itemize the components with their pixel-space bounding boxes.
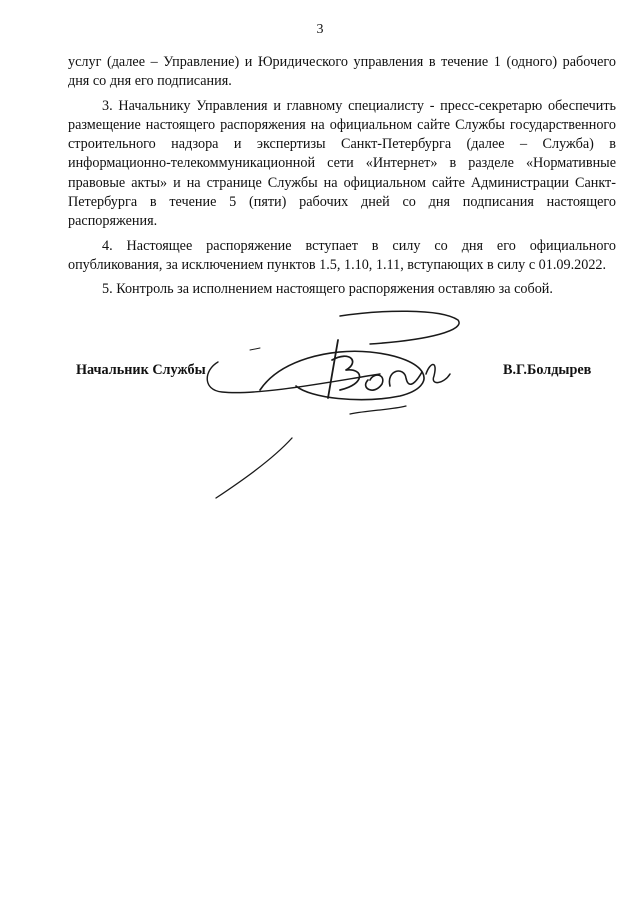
handwritten-signature xyxy=(200,300,470,510)
signatory-name: В.Г.Болдырев xyxy=(503,362,592,378)
paragraph-item-4: 4. Настоящее распоряжение вступает в силу со дня его официального опубликования, за исключением пунктов 1.5, 1.10, 1.11, вступающих в силу с 01.09.2022. xyxy=(68,237,616,273)
page-number: 3 xyxy=(316,22,324,37)
document-body xyxy=(68,53,616,305)
paragraph-item-3: 3. Начальнику Управления и главному специалисту - пресс-секретарю обеспечить размещение настоящего распоряжения на официальном сайте Службы государственного строительного надзора и экспертизы Санкт-Петербурга (далее – Служба) в информационно-телекоммуникационной сети «Интернет» в разделе «Нормативные правовые акты» и на странице Службы на официальном сайте Администрации Санкт-Петербурга в течение 5 (пяти) рабочих дней со дня подписания настоящего распоряжения. xyxy=(68,97,616,230)
paragraph-item-5: 5. Контроль за исполнением настоящего распоряжения оставляю за собой. xyxy=(102,281,553,298)
signatory-position: Начальник Службы xyxy=(76,362,206,378)
paragraph-continuation: услуг (далее – Управление) и Юридического управления в течение 1 (одного) рабочего дня со дня его подписания. xyxy=(68,54,616,90)
